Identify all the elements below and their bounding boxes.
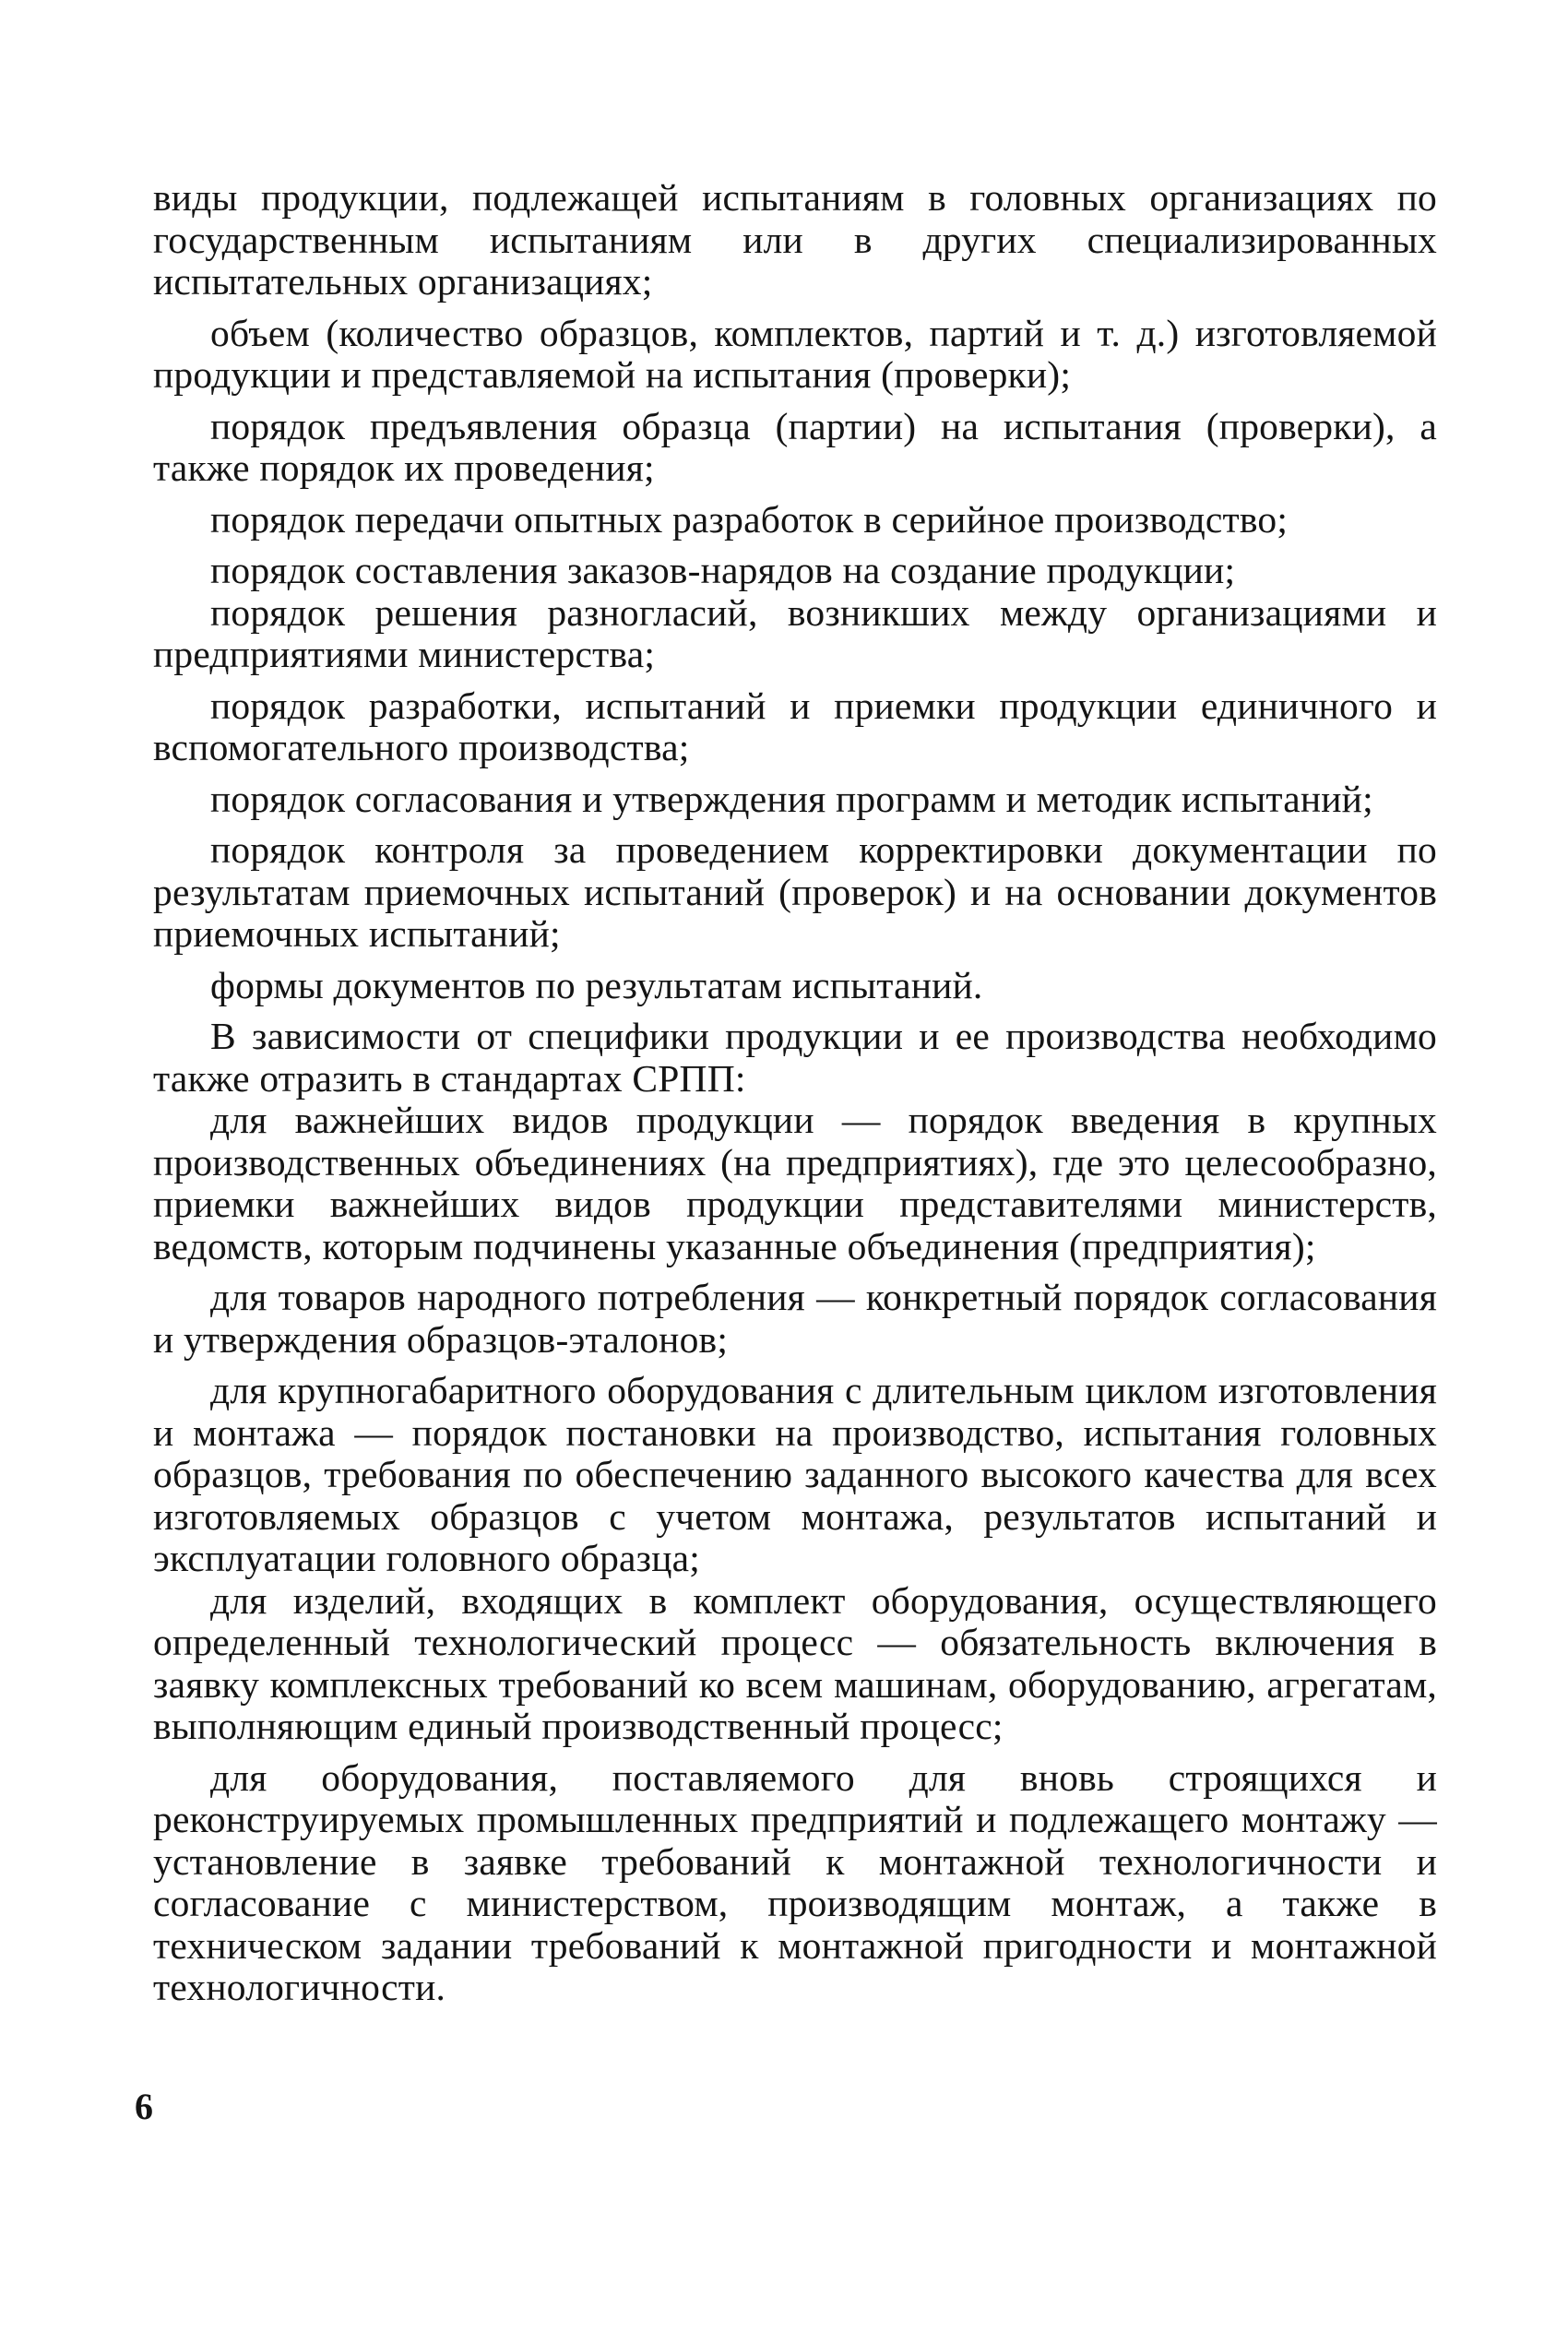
paragraph-new-construction: для оборудования, поставляемого для вновь строящихся и реконструируемых промышленных предприятий и подлежащего монтажу — установление в заявке требований к монтажной технологичности и согласование с министерством, производящим монтаж, а также в техническом задании требований к монтажной пригодности и монтажной технологичности. — [153, 1755, 1437, 2008]
paragraph-large-equipment: для крупногабаритного оборудования с длительным циклом изготовления и монтажа — порядок постановки на производство, испытания головных образцов, требования по обеспечению заданного высокого качества для всех изготовляемых образцов с учетом монтажа, результатов испытаний и эксплуатации головного образца; — [153, 1369, 1437, 1579]
paragraph-approval-programs: порядок согласования и утверждения программ и методик испытаний; — [210, 777, 1373, 820]
paragraph-submission-order: порядок предъявления образца (партии) на испытания (проверки), а также порядок их проведения; — [153, 404, 1437, 489]
paragraph-key-products: для важнейших видов продукции — порядок введения в крупных производственных объединениях (на предприятиях), где это целесообразно, приемки важнейших видов продукции представителями министерств, ведомств, которым подчинены указанные объединения (предприятия); — [153, 1099, 1437, 1267]
paragraph-srpp-intro: В зависимости от специфики продукции и ее производства необходимо также отразить в стандартах СРПП: — [153, 1015, 1437, 1100]
paragraph-equipment-set: для изделий, входящих в комплект оборудования, осуществляющего определенный технологический процесс — обязательность включения в заявку комплексных требований ко всем машинам, оборудованию, агрегатам, выполняющим единый производственный процесс; — [153, 1578, 1437, 1747]
paragraph-test-product-types: виды продукции, подлежащей испытаниям в головных организациях по государственным испытаниям или в других специализированных испытательных организациях; — [153, 176, 1437, 303]
paragraph-volume: объем (количество образцов, комплектов, партий и т. д.) изготовляемой продукции и представляемой на испытания (проверки); — [153, 311, 1437, 396]
body-text — [153, 177, 1437, 2009]
paragraph-transfer-to-serial: порядок передачи опытных разработок в серийное производство; — [210, 497, 1289, 541]
paragraph-orders: порядок составления заказов-нарядов на создание продукции; — [210, 549, 1236, 591]
paragraph-consumer-goods: для товаров народного потребления — конкретный порядок согласования и утверждения образцов-эталонов; — [153, 1276, 1437, 1361]
paragraph-disagreements: порядок решения разногласий, возникших между организациями и предприятиями министерства; — [153, 590, 1437, 675]
paragraph-documentation-control: порядок контроля за проведением корректировки документации по результатам приемочных испытаний (проверок) и на основании документов приемочных испытаний; — [153, 828, 1437, 955]
paragraph-unit-production: порядок разработки, испытаний и приемки продукции единичного и вспомогательного производства; — [153, 684, 1437, 768]
paragraph-document-forms: формы документов по результатам испытаний. — [210, 963, 983, 1006]
page-number: 6 — [135, 2086, 153, 2127]
